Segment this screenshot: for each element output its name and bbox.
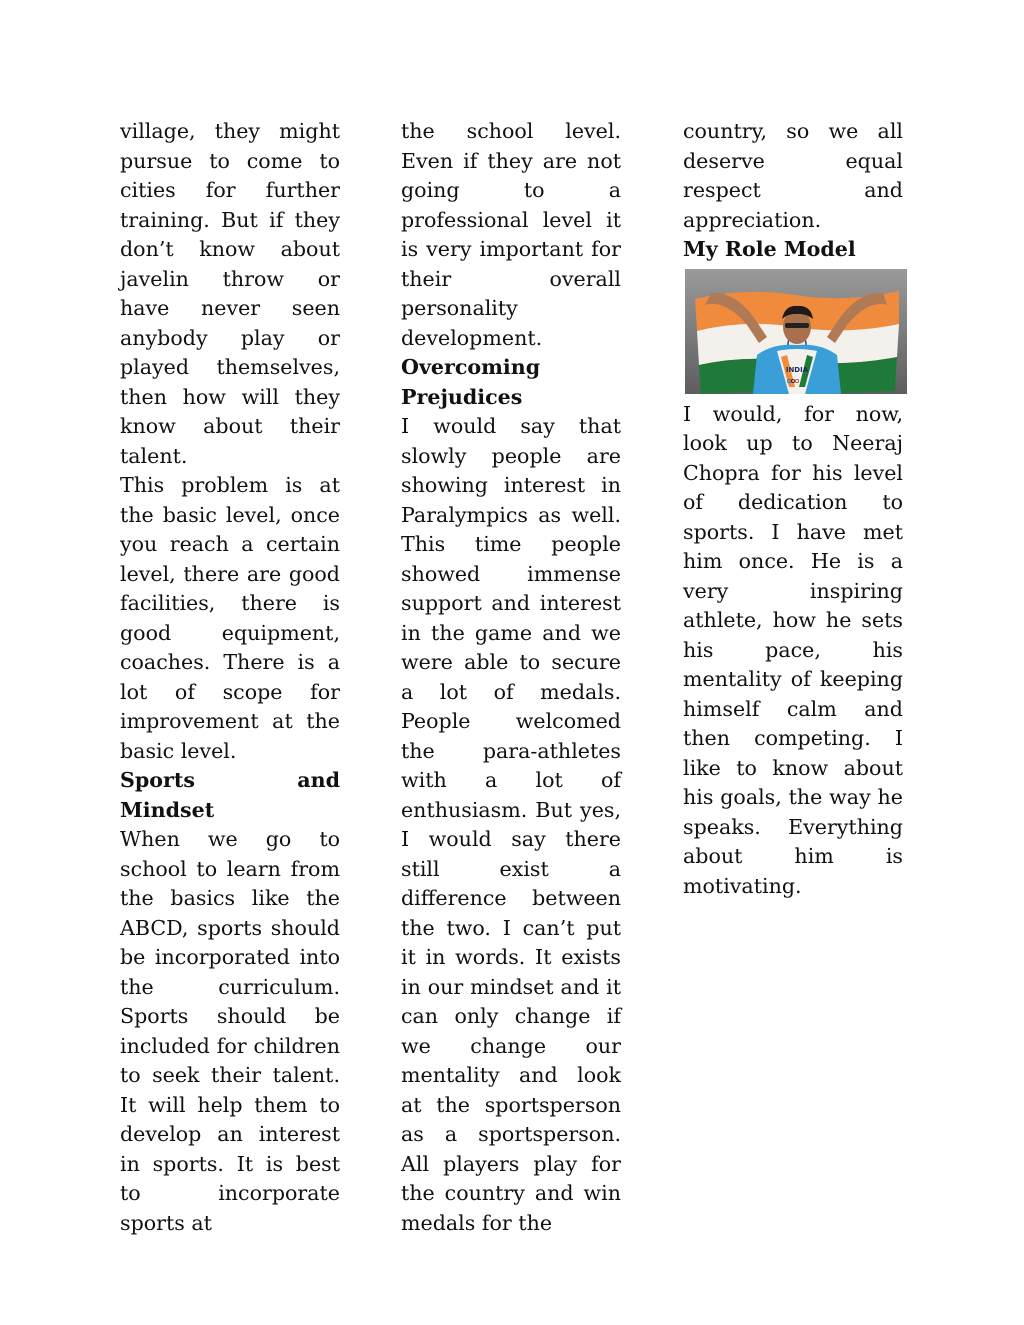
column3-paragraph-1: country, so we all deserve equal respect and appreciation.	[683, 119, 903, 232]
column2-paragraph-2: I would say that slowly people are showing interest in Paralympics as well. This time people showed immense support and interest in the game and we were able to secure a lot of medals. People welcomed the para-athletes with a lot of enthusiasm. But yes, I would say there still exist a difference between the two. I can’t put it in words. It exists in our mindset and it can only change if we change our mentality and look at the sportsperson as a sportsperson. All players play for the country and win medals for the	[401, 414, 621, 1235]
column1-paragraph-2: This problem is at the basic level, once you reach a certain level, there are good facilities, there is good equipment, coaches. There is a lot of scope for improvement at the basic level.	[120, 473, 340, 763]
section-heading-my-role-model: My Role Model	[683, 237, 856, 261]
athlete-with-flag-illustration	[685, 269, 907, 394]
column2-paragraph-1: the school level. Even if they are not going to a professional level it is very important for their overall personality development.	[401, 119, 621, 350]
article-column-3	[683, 117, 903, 901]
jersey-text: INDIA	[785, 365, 809, 374]
article-column-1	[120, 117, 340, 1238]
article-column-2	[401, 117, 621, 1238]
column1-paragraph-1: village, they might pursue to come to cities for further training. But if they don’t know about javelin throw or have never seen anybody play or played themselves, then how will they know about their talent.	[120, 119, 340, 468]
column1-paragraph-3: When we go to school to learn from the basics like the ABCD, sports should be incorporated into the curriculum. Sports should be included for children to seek their talent. It will help them to develop an interest in sports. It is best to incorporate sports at	[120, 827, 340, 1235]
section-heading-overcoming-prejudices: Overcoming Prejudices	[401, 355, 541, 409]
column3-paragraph-2: I would, for now, look up to Neeraj Chopra for his level of dedication to sports. I have met him once. He is a very inspiring athlete, how he sets his pace, his mentality of keeping himself calm and then competing. I like to know about his goals, the way he speaks. Everything about him is motivating.	[683, 401, 903, 898]
section-heading-sports-and-mindset: Sports and Mindset	[120, 768, 340, 822]
athlete-photo	[685, 269, 907, 394]
